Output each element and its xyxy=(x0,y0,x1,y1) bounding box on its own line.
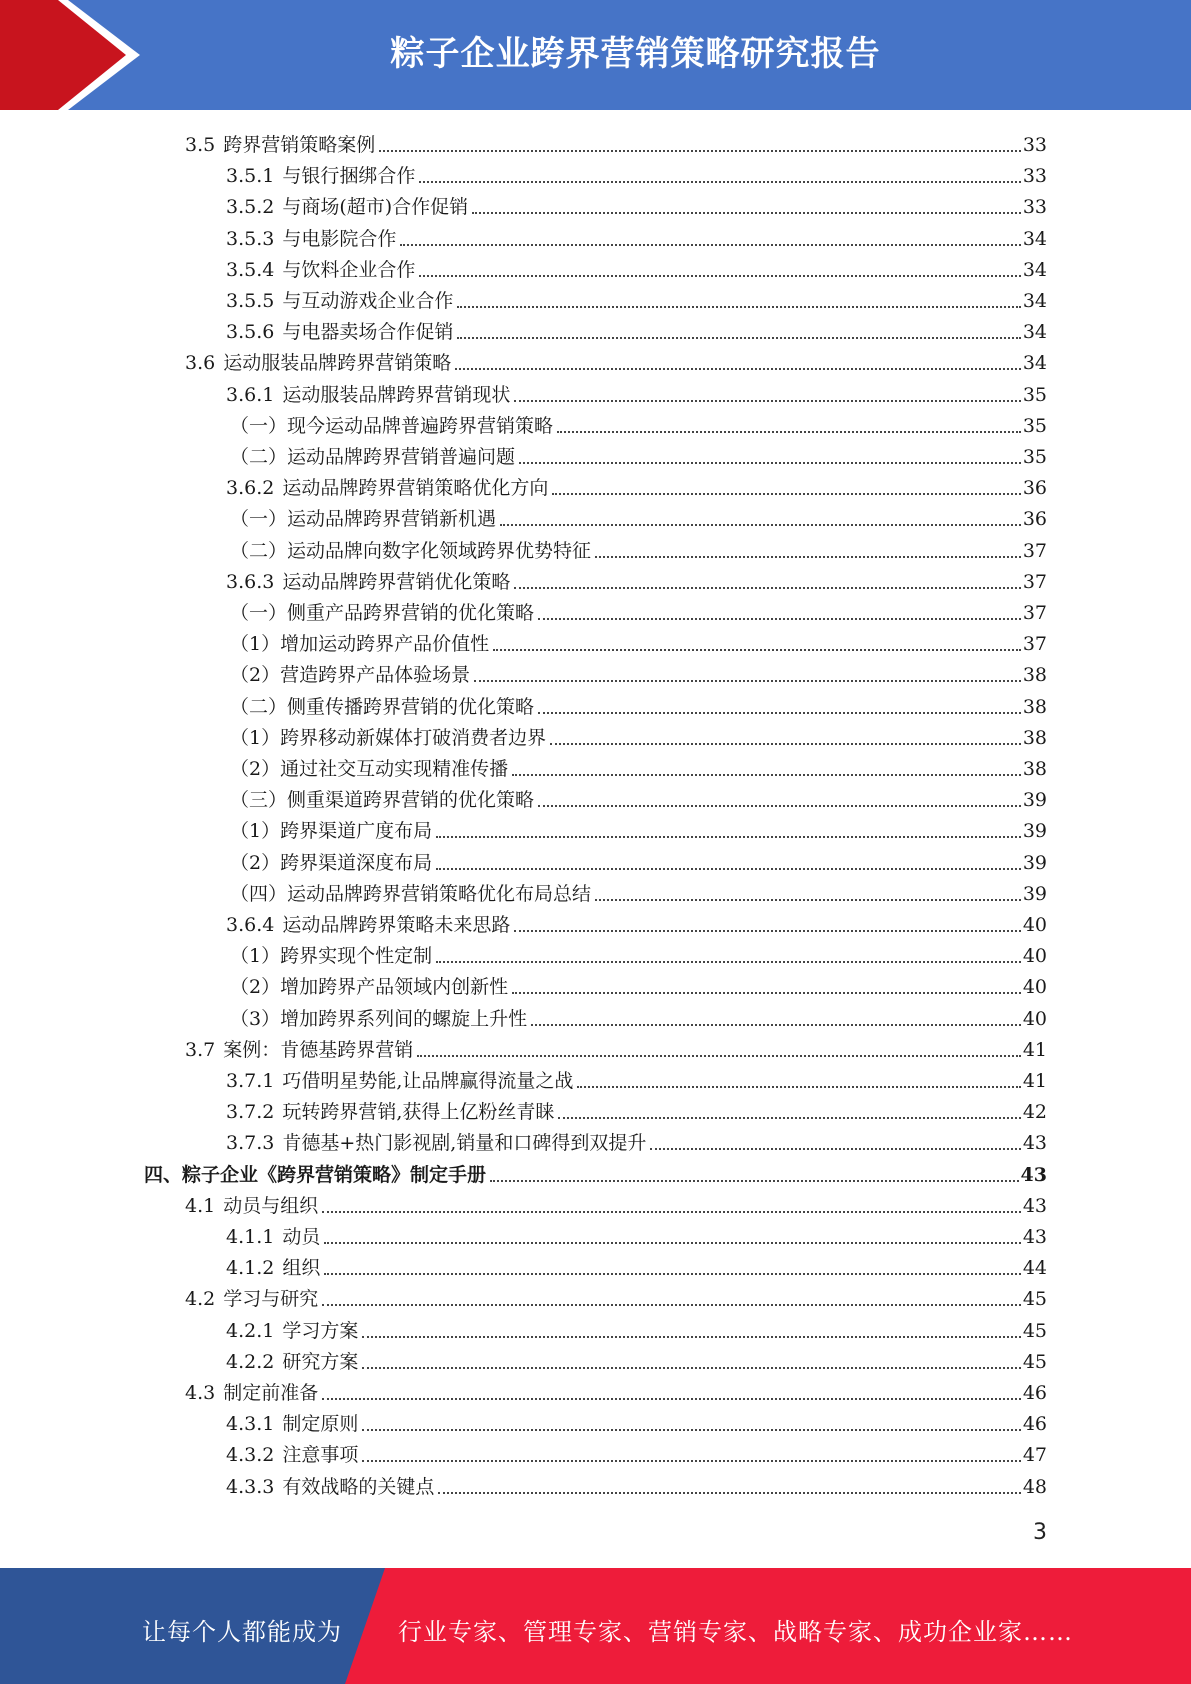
toc-entry-page: 35 xyxy=(1022,414,1047,437)
toc-entry[interactable] xyxy=(144,1156,1047,1187)
toc-entry-label: 有效战略的关键点 xyxy=(282,1475,435,1498)
toc-entry[interactable] xyxy=(226,1062,1047,1093)
toc-entry[interactable] xyxy=(230,1000,1047,1031)
toc-entry-gap xyxy=(274,195,282,219)
toc-dot-leader xyxy=(538,618,1021,620)
toc-entry-page: 33 xyxy=(1022,165,1047,188)
toc-entry-label: （二）运动品牌跨界营销普遍问题 xyxy=(230,446,516,468)
toc-entry[interactable] xyxy=(226,1124,1047,1155)
toc-entry-page: 34 xyxy=(1022,352,1047,375)
footer-slogan-right: 行业专家、管理专家、营销专家、战略专家、成功企业家…… xyxy=(398,1618,1073,1646)
toc-dot-leader xyxy=(490,1180,1019,1182)
toc-entry[interactable] xyxy=(226,313,1047,344)
toc-entry-gap xyxy=(274,258,282,282)
toc-entry[interactable] xyxy=(230,688,1047,719)
toc-entry-label: 运动服装品牌跨界营销策略 xyxy=(223,352,452,375)
toc-dot-leader xyxy=(436,961,1021,963)
toc-dot-leader xyxy=(362,1336,1020,1338)
toc-entry-page: 43 xyxy=(1022,1132,1047,1155)
toc-dot-leader xyxy=(519,462,1021,464)
toc-entry-label: （二）侧重传播跨界营销的优化策略 xyxy=(230,695,535,718)
toc-entry-page: 44 xyxy=(1022,1257,1047,1280)
toc-entry[interactable] xyxy=(226,1249,1047,1280)
toc-entry-label: 动员 xyxy=(282,1226,321,1248)
toc-dot-leader xyxy=(362,1367,1020,1369)
toc-entry[interactable] xyxy=(230,625,1047,656)
toc-entry[interactable] xyxy=(230,594,1047,625)
toc-entry-number: 3.6.3 xyxy=(226,570,275,593)
toc-entry[interactable] xyxy=(230,719,1047,750)
toc-entry-label: （2）营造跨界产品体验场景 xyxy=(230,664,471,687)
toc-entry-number: 4.3.2 xyxy=(226,1444,275,1467)
toc-entry-label: 组织 xyxy=(282,1257,321,1280)
toc-entry-number: 3.7.2 xyxy=(226,1101,275,1124)
toc-entry-page: 41 xyxy=(1022,1070,1047,1092)
toc-entry-label: （2）通过社交互动实现精准传播 xyxy=(230,758,509,780)
toc-entry-number: 4.2.1 xyxy=(226,1319,275,1342)
toc-entry-label: 运动品牌跨界策略未来思路 xyxy=(282,914,511,936)
toc-entry[interactable] xyxy=(226,1405,1047,1436)
toc-entry-number: 3.6.4 xyxy=(226,914,275,936)
toc-entry-page: 36 xyxy=(1022,477,1047,500)
toc-entry-page: 46 xyxy=(1022,1382,1047,1404)
toc-entry[interactable] xyxy=(226,1468,1047,1499)
toc-entry[interactable] xyxy=(230,500,1047,531)
toc-entry-page: 36 xyxy=(1022,508,1047,531)
toc-entry-page: 39 xyxy=(1022,882,1047,905)
toc-entry[interactable] xyxy=(185,344,1047,375)
toc-dot-leader xyxy=(438,1492,1020,1494)
toc-entry-label: 制定原则 xyxy=(282,1413,359,1436)
toc-dot-leader xyxy=(538,712,1021,714)
toc-entry-label: （1）增加运动跨界产品价值性 xyxy=(230,633,490,656)
toc-entry-gap xyxy=(215,351,223,375)
toc-entry-page: 38 xyxy=(1022,726,1047,749)
toc-dot-leader xyxy=(493,649,1021,651)
toc-entry-number: 3.5.1 xyxy=(226,165,275,188)
toc-entry[interactable] xyxy=(185,1187,1047,1218)
toc-entry[interactable] xyxy=(230,407,1047,438)
toc-entry-page: 43 xyxy=(1022,1194,1047,1217)
toc-entry[interactable] xyxy=(230,875,1047,906)
toc-entry-label: （四）运动品牌跨界营销策略优化布局总结 xyxy=(230,882,592,905)
toc-entry-page: 40 xyxy=(1022,914,1047,936)
toc-entry-number: 3.5.3 xyxy=(226,227,275,250)
toc-entry-gap xyxy=(215,1381,223,1405)
toc-entry[interactable] xyxy=(226,220,1047,251)
toc-entry-gap xyxy=(274,1475,282,1499)
toc-dot-leader xyxy=(362,1429,1020,1431)
toc-entry-label: （1）跨界实现个性定制 xyxy=(230,945,433,968)
toc-dot-leader xyxy=(417,1055,1021,1057)
toc-entry-page: 40 xyxy=(1022,945,1047,968)
toc-entry[interactable] xyxy=(185,1031,1047,1062)
toc-entry-label: 注意事项 xyxy=(282,1444,359,1467)
toc-entry-page: 45 xyxy=(1022,1319,1047,1342)
toc-entry-page: 33 xyxy=(1022,196,1047,219)
toc-dot-leader xyxy=(577,1086,1020,1088)
toc-entry-page: 37 xyxy=(1022,570,1047,593)
toc-entry-number: 3.5 xyxy=(185,134,216,156)
toc-entry-page: 38 xyxy=(1022,664,1047,687)
toc-entry[interactable] xyxy=(226,1436,1047,1467)
toc-entry-gap xyxy=(274,289,282,313)
toc-entry-page: 39 xyxy=(1022,851,1047,874)
toc-entry[interactable] xyxy=(230,438,1047,469)
toc-entry-gap xyxy=(215,1194,223,1218)
toc-entry[interactable] xyxy=(230,781,1047,812)
toc-entry-gap xyxy=(274,1256,282,1280)
toc-entry-label: 与商场(超市)合作促销 xyxy=(282,196,469,219)
toc-entry-label: 与互动游戏企业合作 xyxy=(282,290,454,312)
toc-entry-label: （一）侧重产品跨界营销的优化策略 xyxy=(230,602,535,624)
toc-entry-label: 与银行捆绑合作 xyxy=(282,165,416,188)
toc-dot-leader xyxy=(419,275,1020,277)
toc-entry-label: 案例：肯德基跨界营销 xyxy=(223,1038,414,1061)
toc-entry-label: 与电器卖场合作促销 xyxy=(282,321,454,344)
toc-entry-label: 巧借明星势能,让品牌赢得流量之战 xyxy=(282,1070,574,1092)
toc-entry-gap xyxy=(274,1350,282,1374)
toc-entry-label: 运动品牌跨界营销优化策略 xyxy=(282,570,511,593)
toc-entry[interactable] xyxy=(230,750,1047,781)
toc-entry-gap xyxy=(274,383,282,407)
toc-entry-label: 运动品牌跨界营销策略优化方向 xyxy=(282,477,549,500)
toc-dot-leader xyxy=(514,400,1020,402)
toc-dot-leader xyxy=(558,1117,1020,1119)
toc-entry-page: 47 xyxy=(1022,1444,1047,1467)
toc-entry-page: 37 xyxy=(1022,633,1047,656)
toc-entry-page: 42 xyxy=(1022,1101,1047,1124)
toc-entry-label: 制定前准备 xyxy=(223,1382,319,1404)
toc-entry-number: 4.3 xyxy=(185,1382,216,1404)
toc-entry[interactable] xyxy=(226,1312,1047,1343)
toc-dot-leader xyxy=(552,493,1020,495)
toc-entry-number: 3.7.1 xyxy=(226,1070,275,1092)
toc-entry[interactable] xyxy=(226,157,1047,188)
toc-entry-number: 4.1.1 xyxy=(226,1226,275,1248)
toc-entry-page: 38 xyxy=(1022,758,1047,780)
toc-entry-gap xyxy=(215,133,223,157)
toc-entry-page: 41 xyxy=(1022,1038,1047,1061)
toc-dot-leader xyxy=(550,743,1021,745)
toc-entry-page: 45 xyxy=(1022,1288,1047,1311)
toc-dot-leader xyxy=(512,774,1021,776)
toc-entry-number: 4.2.2 xyxy=(226,1350,275,1373)
toc-entry-label: （1）跨界移动新媒体打破消费者边界 xyxy=(230,726,547,749)
toc-entry-page: 34 xyxy=(1022,321,1047,344)
toc-entry-page: 43 xyxy=(1022,1226,1047,1248)
toc-dot-leader xyxy=(538,805,1021,807)
toc-entry[interactable] xyxy=(185,126,1047,157)
toc-entry-label: 与饮料企业合作 xyxy=(282,258,416,281)
toc-entry-page: 37 xyxy=(1022,602,1047,624)
toc-dot-leader xyxy=(322,1211,1021,1213)
toc-entry[interactable] xyxy=(230,812,1047,843)
toc-entry-number: 3.6.1 xyxy=(226,383,275,406)
toc-entry[interactable] xyxy=(226,376,1047,407)
toc-entry-label: （3）增加跨界系列间的螺旋上升性 xyxy=(230,1007,528,1030)
toc-entry-number: 4.2 xyxy=(185,1288,216,1311)
toc-entry-gap xyxy=(274,913,282,937)
toc-dot-leader xyxy=(514,930,1020,932)
toc-entry[interactable] xyxy=(226,563,1047,594)
page-footer xyxy=(0,1568,1191,1684)
toc-entry-page: 46 xyxy=(1022,1413,1047,1436)
toc-entry-gap xyxy=(274,1225,282,1249)
toc-dot-leader xyxy=(531,1024,1021,1026)
toc-entry-number: 3.5.4 xyxy=(226,258,275,281)
toc-entry-page: 34 xyxy=(1022,258,1047,281)
toc-entry-gap xyxy=(215,1038,223,1062)
toc-entry-gap xyxy=(215,1287,223,1311)
toc-entry-label: （1）跨界渠道广度布局 xyxy=(230,820,433,843)
report-title: 粽子企业跨界营销策略研究报告 xyxy=(390,34,881,74)
toc-entry-label: 研究方案 xyxy=(282,1350,359,1373)
toc-entry-label: 运动服装品牌跨界营销现状 xyxy=(282,383,511,406)
toc-entry-page: 33 xyxy=(1022,134,1047,156)
toc-dot-leader xyxy=(457,306,1020,308)
toc-dot-leader xyxy=(557,431,1021,433)
toc-entry-label: （一）运动品牌跨界营销新机遇 xyxy=(230,508,497,531)
footer-slogan-left: 让每个人都能成为 xyxy=(142,1618,342,1646)
toc-entry-label: 肯德基+热门影视剧,销量和口碑得到双提升 xyxy=(282,1132,647,1155)
toc-dot-leader xyxy=(455,368,1021,370)
toc-entry-number: 4.3.3 xyxy=(226,1475,275,1498)
toc-dot-leader xyxy=(324,1242,1020,1244)
toc-dot-leader xyxy=(400,244,1020,246)
toc-dot-leader xyxy=(474,680,1021,682)
toc-entry-gap xyxy=(274,1131,282,1155)
toc-entry[interactable] xyxy=(230,844,1047,875)
toc-entry[interactable] xyxy=(226,906,1047,937)
toc-entry[interactable] xyxy=(226,1343,1047,1374)
toc-entry-label: 动员与组织 xyxy=(223,1194,319,1217)
toc-entry-label: （2）增加跨界产品领域内创新性 xyxy=(230,976,509,999)
toc-entry-label: （2）跨界渠道深度布局 xyxy=(230,851,433,874)
toc-entry-gap xyxy=(274,1100,282,1124)
toc-entry-gap xyxy=(274,570,282,594)
toc-entry-page: 35 xyxy=(1022,383,1047,406)
toc-entry-page: 48 xyxy=(1022,1475,1047,1498)
toc-entry-gap xyxy=(274,1412,282,1436)
toc-entry-page: 39 xyxy=(1022,789,1047,812)
toc-entry-number: 3.5.5 xyxy=(226,290,275,312)
toc-entry[interactable] xyxy=(230,532,1047,563)
toc-entry[interactable] xyxy=(226,1093,1047,1124)
toc-dot-leader xyxy=(512,992,1021,994)
toc-entry-label: 学习方案 xyxy=(282,1319,359,1342)
toc-entry-page: 34 xyxy=(1022,227,1047,250)
toc-entry[interactable] xyxy=(226,1218,1047,1249)
toc-entry-label: （二）运动品牌向数字化领域跨界优势特征 xyxy=(230,539,592,562)
toc-entry-number: 4.1.2 xyxy=(226,1257,275,1280)
toc-dot-leader xyxy=(436,836,1021,838)
toc-entry-number: 4.3.1 xyxy=(226,1413,275,1436)
toc-entry-number: 3.7 xyxy=(185,1038,216,1061)
toc-entry-page: 40 xyxy=(1022,976,1047,999)
page-header xyxy=(0,0,1191,110)
toc-entry[interactable] xyxy=(185,1374,1047,1405)
toc-entry-page: 39 xyxy=(1022,820,1047,843)
toc-dot-leader xyxy=(595,899,1021,901)
toc-dot-leader xyxy=(322,1304,1021,1306)
toc-entry-gap xyxy=(274,320,282,344)
toc-entry[interactable] xyxy=(230,937,1047,968)
toc-entry-page: 40 xyxy=(1022,1007,1047,1030)
toc-entry-page: 43 xyxy=(1020,1163,1047,1186)
toc-dot-leader xyxy=(514,587,1020,589)
toc-entry[interactable] xyxy=(230,656,1047,687)
toc-entry-gap xyxy=(274,227,282,251)
toc-entry-label: （一）现今运动品牌普遍跨界营销策略 xyxy=(230,414,554,437)
toc-dot-leader xyxy=(322,1398,1021,1400)
toc-entry-label: （三）侧重渠道跨界营销的优化策略 xyxy=(230,789,535,812)
toc-entry-number: 3.7.3 xyxy=(226,1132,275,1155)
toc-entry-page: 37 xyxy=(1022,539,1047,562)
toc-dot-leader xyxy=(362,1460,1020,1462)
toc-entry-number: 4.1 xyxy=(185,1194,216,1217)
toc-entry-page: 45 xyxy=(1022,1350,1047,1373)
toc-entry-gap xyxy=(274,476,282,500)
toc-entry-gap xyxy=(274,1069,282,1093)
toc-dot-leader xyxy=(472,212,1021,214)
toc-entry-number: 3.5.2 xyxy=(226,196,275,219)
toc-entry-page: 35 xyxy=(1022,446,1047,468)
toc-dot-leader xyxy=(650,1148,1020,1150)
toc-entry-label: 跨界营销策略案例 xyxy=(223,134,376,156)
toc-entry-page: 34 xyxy=(1022,290,1047,312)
toc-entry-label: 四、粽子企业《跨界营销策略》制定手册 xyxy=(144,1163,487,1186)
toc-entry-number: 3.6 xyxy=(185,352,216,375)
toc-entry-label: 玩转跨界营销,获得上亿粉丝青睐 xyxy=(282,1101,555,1124)
toc-dot-leader xyxy=(500,524,1021,526)
toc-entry-gap xyxy=(274,164,282,188)
toc-entry-gap xyxy=(274,1319,282,1343)
page-number: 3 xyxy=(1033,1520,1047,1545)
toc-entry-number: 3.6.2 xyxy=(226,477,275,500)
toc-entry[interactable] xyxy=(226,251,1047,282)
toc-dot-leader xyxy=(419,181,1020,183)
toc-entry-label: 与电影院合作 xyxy=(282,227,397,250)
toc-entry-gap xyxy=(274,1443,282,1467)
toc-dot-leader xyxy=(457,337,1020,339)
toc-dot-leader xyxy=(379,150,1021,152)
toc-dot-leader xyxy=(595,556,1021,558)
toc-entry[interactable] xyxy=(226,282,1047,313)
toc-entry-page: 38 xyxy=(1022,695,1047,718)
toc-entry-number: 3.5.6 xyxy=(226,321,275,344)
toc-entry[interactable] xyxy=(226,188,1047,219)
toc-dot-leader xyxy=(436,868,1021,870)
toc-entry[interactable] xyxy=(185,1280,1047,1311)
toc-dot-leader xyxy=(324,1273,1020,1275)
toc-entry[interactable] xyxy=(226,469,1047,500)
toc-entry-label: 学习与研究 xyxy=(223,1288,319,1311)
toc-entry[interactable] xyxy=(230,968,1047,999)
